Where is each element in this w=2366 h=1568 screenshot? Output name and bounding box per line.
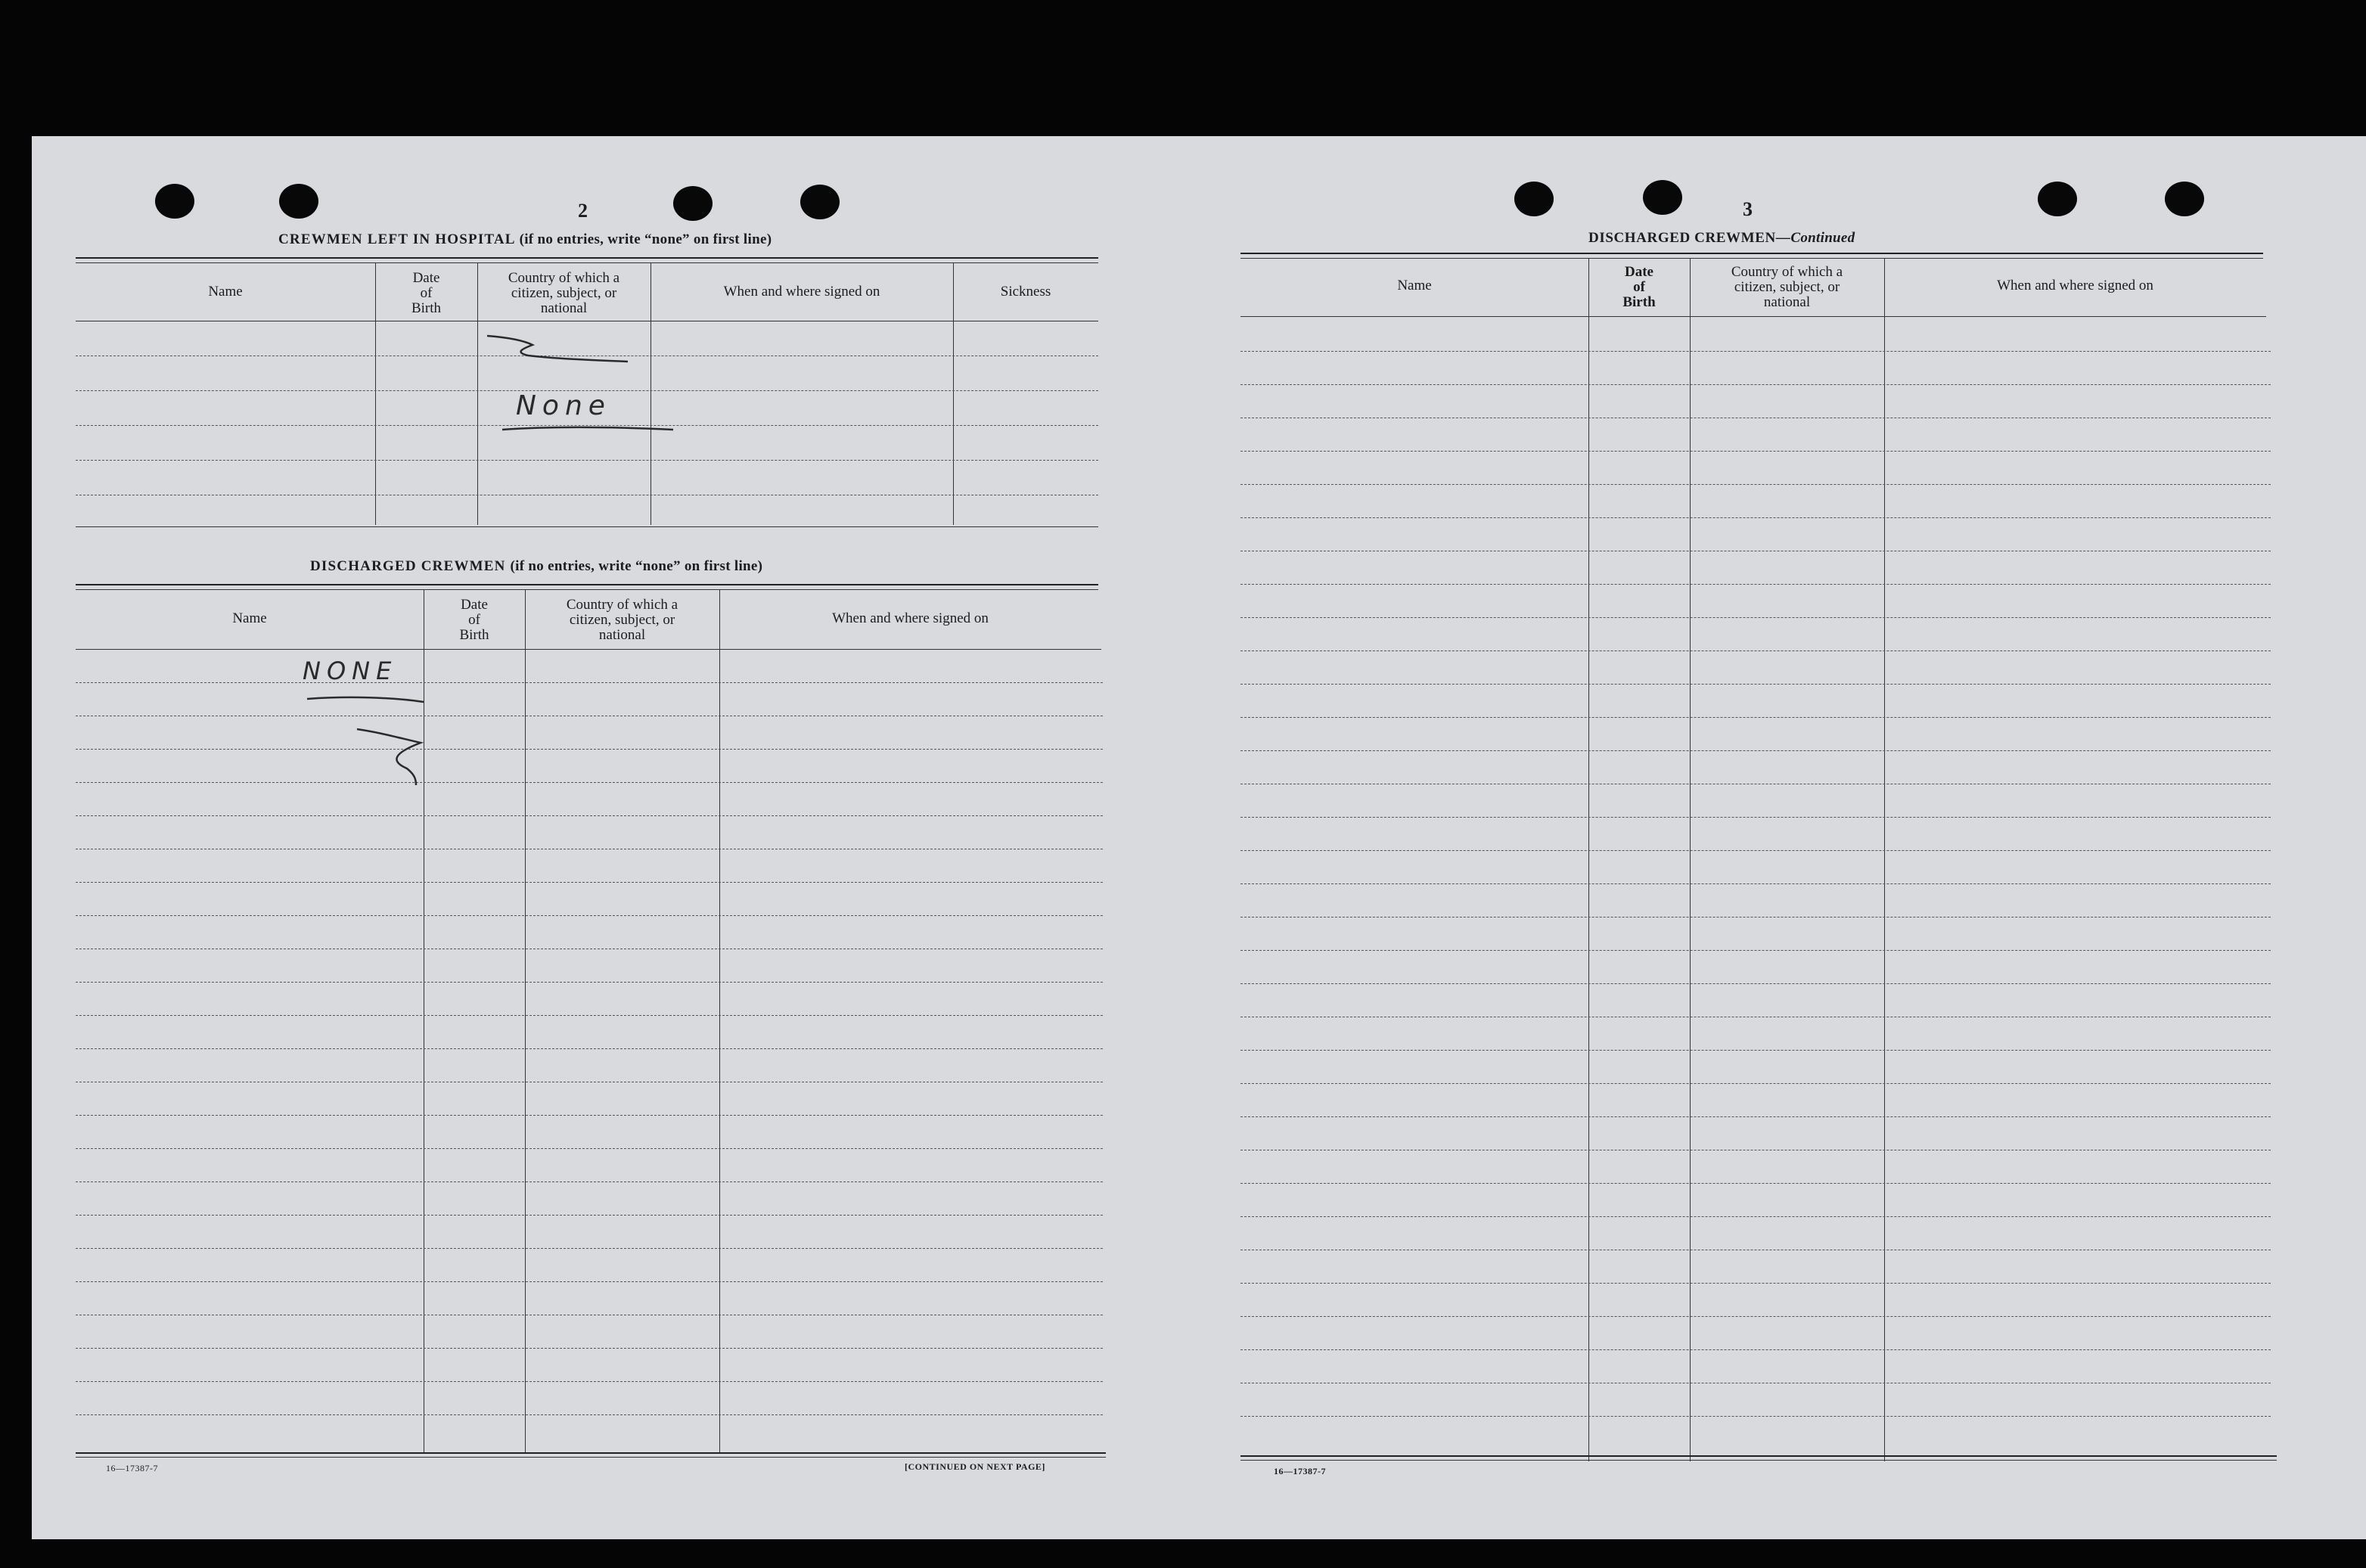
- entry-row: [1240, 584, 2271, 585]
- discharged-table-right: [1240, 253, 2277, 1463]
- entry-row: [76, 1148, 1103, 1149]
- entry-row: [1240, 1083, 2271, 1084]
- entry-row: [76, 749, 1103, 750]
- table-bottom-rule: [1240, 1460, 2277, 1461]
- entry-row: [1240, 351, 2271, 352]
- table-bottom-rule: [76, 1457, 1106, 1458]
- column-divider: [719, 590, 720, 1452]
- punch-hole: [2165, 182, 2204, 216]
- punch-hole: [279, 184, 318, 219]
- col-header-country: Country of which a citizen, subject, or national: [566, 597, 678, 643]
- col-header-dob: Date of Birth: [459, 597, 489, 643]
- column-divider: [1884, 259, 1885, 1461]
- entry-row: [1240, 1316, 2271, 1317]
- punch-hole: [800, 185, 840, 219]
- entry-row: [1240, 451, 2271, 452]
- entry-row: [1240, 983, 2271, 984]
- hospital-title-note: (if no entries, write “none” on first line): [519, 231, 772, 247]
- col-header-sickness: Sickness: [1000, 284, 1051, 300]
- table-bottom-rule: [76, 1452, 1106, 1454]
- form-number-right: 16—17387-7: [1274, 1466, 1326, 1476]
- handwritten-none-hospital: None: [516, 390, 611, 421]
- continued-note: [CONTINUED ON NEXT PAGE]: [905, 1461, 1045, 1472]
- discharged-table-left: [76, 584, 1106, 1460]
- entry-row: [76, 1381, 1103, 1382]
- entry-row: [1240, 717, 2271, 718]
- entry-row: [76, 1281, 1103, 1282]
- entry-row: [76, 882, 1103, 883]
- entry-row: [76, 1048, 1103, 1049]
- entry-row: [1240, 517, 2271, 518]
- discharged-title-text: DISCHARGED CREWMEN: [310, 558, 506, 574]
- entry-row: [76, 1348, 1103, 1349]
- table-rule: [1240, 258, 2263, 259]
- punch-hole: [1643, 180, 1682, 215]
- entry-row: [1240, 1416, 2271, 1417]
- entry-row: [1240, 650, 2271, 651]
- entry-row: [1240, 1216, 2271, 1217]
- entry-row: [1240, 684, 2271, 685]
- handwritten-none-discharged: NONE: [303, 657, 398, 685]
- column-divider: [525, 590, 526, 1452]
- table-bottom-rule: [1240, 1455, 2277, 1457]
- hospital-section-title: [278, 231, 772, 248]
- col-header-name: Name: [232, 610, 267, 626]
- entry-row: [76, 1181, 1103, 1182]
- col-header-dob: Date of Birth: [411, 270, 442, 316]
- handwritten-underline: [501, 424, 675, 434]
- entry-row: [76, 782, 1103, 783]
- entry-row: [1240, 850, 2271, 851]
- entry-row: [76, 1248, 1103, 1249]
- table-rule: [76, 589, 1098, 590]
- col-header-signed-on: When and where signed on: [832, 610, 989, 626]
- entry-row: [76, 1015, 1103, 1016]
- entry-row: [1240, 750, 2271, 751]
- entry-row: [76, 915, 1103, 916]
- col-header-country: Country of which a citizen, subject, or national: [508, 270, 620, 316]
- punch-hole: [673, 186, 713, 221]
- punch-hole: [2038, 182, 2077, 216]
- entry-row: [76, 460, 1098, 461]
- header-rule: [76, 649, 1101, 650]
- table-rule: [76, 262, 1098, 263]
- table-rule: [76, 584, 1098, 585]
- discharged-title-note: (if no entries, write “none” on first line): [510, 558, 763, 574]
- continued-label: Continued: [1790, 230, 1855, 246]
- table-bottom-rule: [76, 526, 1098, 527]
- entry-row: [76, 1115, 1103, 1116]
- col-header-country: Country of which a citizen, subject, or national: [1731, 264, 1843, 310]
- header-rule: [1240, 316, 2266, 317]
- entry-row: [76, 682, 1103, 683]
- column-divider: [953, 263, 954, 525]
- col-header-name: Name: [208, 284, 243, 300]
- entry-row: [1240, 484, 2271, 485]
- handwritten-line-mark: [303, 690, 439, 788]
- entry-row: [1240, 883, 2271, 884]
- form-number-left: 16—17387-7: [106, 1463, 158, 1473]
- entry-row: [76, 982, 1103, 983]
- col-header-name: Name: [1397, 278, 1432, 293]
- entry-row: [1240, 917, 2271, 918]
- entry-row: [1240, 1183, 2271, 1184]
- discharged-continued-title-text: DISCHARGED CREWMEN—: [1588, 230, 1791, 246]
- entry-row: [1240, 1349, 2271, 1350]
- punch-hole: [1514, 182, 1554, 216]
- punch-hole: [155, 184, 194, 219]
- page-number-right: 3: [1743, 198, 1753, 220]
- col-header-signed-on: When and where signed on: [723, 284, 880, 300]
- entry-row: [1240, 950, 2271, 951]
- table-rule: [1240, 253, 2263, 254]
- entry-row: [1240, 617, 2271, 618]
- hospital-title-text: CREWMEN LEFT IN HOSPITAL: [278, 231, 515, 247]
- entry-row: [76, 1414, 1103, 1415]
- col-header-dob: Date of Birth: [1622, 264, 1656, 310]
- entry-row: [76, 1215, 1103, 1216]
- column-divider: [1690, 259, 1691, 1461]
- table-rule: [76, 257, 1098, 259]
- column-divider: [650, 263, 651, 525]
- entry-row: [1240, 1283, 2271, 1284]
- entry-row: [1240, 1050, 2271, 1051]
- entry-row: [76, 815, 1103, 816]
- discharged-continued-title: [1588, 230, 1855, 247]
- entry-row: [1240, 384, 2271, 385]
- page-number-left: 2: [578, 200, 588, 222]
- column-divider: [1588, 259, 1589, 1461]
- discharged-section-title: [310, 558, 762, 575]
- entry-row: [1240, 1116, 2271, 1117]
- col-header-signed-on: When and where signed on: [1997, 278, 2153, 293]
- handwritten-line-mark: [484, 333, 635, 378]
- entry-row: [1240, 817, 2271, 818]
